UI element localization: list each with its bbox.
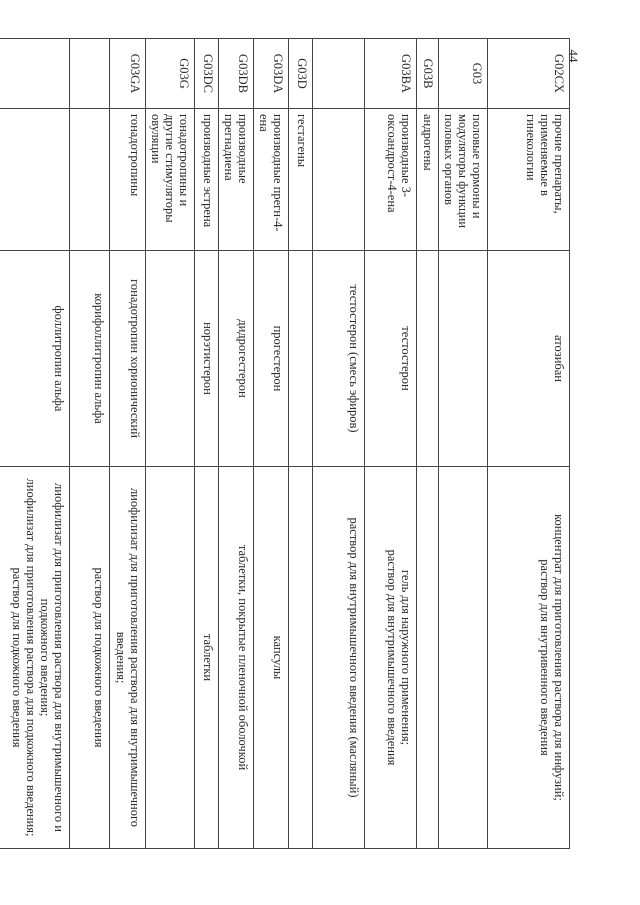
atc-code-cell: G03GA <box>110 39 146 109</box>
table-row <box>417 39 439 849</box>
inn-name-cell: дидрогестерон <box>219 251 254 467</box>
atc-code-cell: G03DA <box>254 39 289 109</box>
inn-name-cell <box>146 251 195 467</box>
drug-classification-table <box>0 38 570 849</box>
atc-code-cell: G03 <box>439 39 488 109</box>
dosage-form-cell <box>289 467 313 849</box>
dosage-form-cell <box>439 467 488 849</box>
atc-code-cell: G03DC <box>195 39 219 109</box>
dosage-form-cell: концентрат для приготовления раствора для инфузий; раствор для внутривенного введения <box>488 467 570 849</box>
table-row <box>313 39 365 849</box>
table-row <box>110 39 146 849</box>
inn-name-cell <box>417 251 439 467</box>
pharmacological-group-cell <box>0 109 70 251</box>
dosage-form-cell: лиофилизат для приготовления раствора для внутримышечного и подкожного введения; лиофилизат для приготовления раствора для подкожного введения; раствор для подкожного введения <box>0 467 70 849</box>
rotated-table-wrapper <box>10 38 570 848</box>
inn-name-cell <box>439 251 488 467</box>
pharmacological-group-cell <box>70 109 110 251</box>
pharmacological-group-cell: гонадотропины <box>110 109 146 251</box>
dosage-form-cell: раствор для подкожного введения <box>70 467 110 849</box>
table-row <box>146 39 195 849</box>
inn-name-cell: тестостерон <box>365 251 417 467</box>
dosage-form-cell <box>146 467 195 849</box>
table-row <box>70 39 110 849</box>
pharmacological-group-cell: прочие препараты, применяемые в гинекологии <box>488 109 570 251</box>
inn-name-cell: прогестерон <box>254 251 289 467</box>
table-row <box>195 39 219 849</box>
atc-code-cell: G03D <box>289 39 313 109</box>
inn-name-cell: гонадотропин хорионический <box>110 251 146 467</box>
inn-name-cell: тестостерон (смесь эфиров) <box>313 251 365 467</box>
pharmacological-group-cell <box>313 109 365 251</box>
dosage-form-cell: таблетки <box>195 467 219 849</box>
table-row <box>219 39 254 849</box>
atc-code-cell <box>70 39 110 109</box>
table-row <box>289 39 313 849</box>
table-row <box>254 39 289 849</box>
pharmacological-group-cell: половые гормоны и модуляторы функции половых органов <box>439 109 488 251</box>
table-row <box>365 39 417 849</box>
atc-code-cell: G02CX <box>488 39 570 109</box>
pharmacological-group-cell: гонадотропины и другие стимуляторы овуляции <box>146 109 195 251</box>
atc-code-cell <box>0 39 70 109</box>
inn-name-cell <box>289 251 313 467</box>
inn-name-cell: фоллитропин альфа <box>0 251 70 467</box>
pharmacological-group-cell: гестагены <box>289 109 313 251</box>
atc-code-cell: G03BA <box>365 39 417 109</box>
table-row <box>488 39 570 849</box>
atc-code-cell: G03DB <box>219 39 254 109</box>
inn-name-cell: корифоллитропин альфа <box>70 251 110 467</box>
dosage-form-cell <box>417 467 439 849</box>
atc-code-cell <box>313 39 365 109</box>
pharmacological-group-cell: андрогены <box>417 109 439 251</box>
table-row <box>0 39 70 849</box>
inn-name-cell: норэтистерон <box>195 251 219 467</box>
atc-code-cell: G03B <box>417 39 439 109</box>
pharmacological-group-cell: производные эстрена <box>195 109 219 251</box>
dosage-form-cell: гель для наружного применения; раствор для внутримышечного введения <box>365 467 417 849</box>
atc-code-cell: G03G <box>146 39 195 109</box>
inn-name-cell: атозибан <box>488 251 570 467</box>
pharmacological-group-cell: производные прегн-4-ена <box>254 109 289 251</box>
dosage-form-cell: капсулы <box>254 467 289 849</box>
dosage-form-cell: раствор для внутримышечного введения (масляный) <box>313 467 365 849</box>
dosage-form-cell: таблетки, покрытые пленочной оболочкой <box>219 467 254 849</box>
pharmacological-group-cell: производные прегнадиена <box>219 109 254 251</box>
pharmacological-group-cell: производные 3-оксоандрост-4-ена <box>365 109 417 251</box>
dosage-form-cell: лиофилизат для приготовления раствора для внутримышечного введения; <box>110 467 146 849</box>
table-row <box>439 39 488 849</box>
page-number: 44 <box>566 49 581 63</box>
